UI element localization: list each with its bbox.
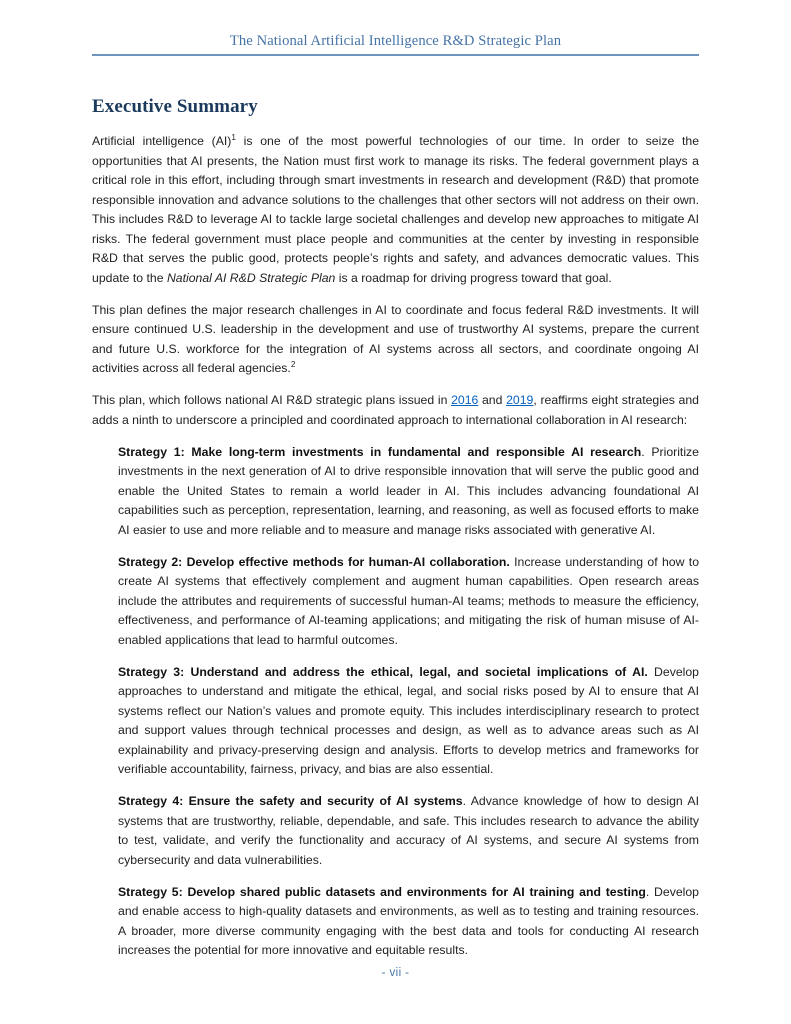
document-body	[92, 96, 699, 961]
strategy-label: Strategy 3	[118, 664, 181, 679]
paragraph-plan-scope	[92, 301, 699, 379]
strategy-description: Develop approaches to understand and mitigate the ethical, legal, and social risks posed by AI to ensure that AI systems reflect our Nation’s values and promote equity. This includes interdisciplinary research to protect and support values through technical processes and design, as well as to advance areas such as AI explainability and privacy-preserving design and analysis. Efforts to develop metrics and frameworks for verifiable accountability, fairness, privacy, and bias are also essential.	[118, 664, 699, 776]
paragraph-intro	[92, 132, 699, 288]
plan-title-italic: National AI R&D Strategic Plan	[166, 270, 336, 285]
strategy-block	[92, 883, 699, 961]
page-title: Executive Summary	[92, 96, 258, 117]
footnote-reference-1[interactable]: 1	[231, 132, 236, 142]
strategy-label: Strategy 5	[118, 884, 179, 899]
strategy-block	[92, 663, 699, 780]
page-footer	[92, 963, 699, 981]
strategy-headline: : Develop effective methods for human-AI collaboration.	[178, 554, 510, 569]
strategy-description: . Prioritize investments in the next generation of AI to drive responsible innovation that will serve the public good and enable the United States to remain a world leader in AI. This includes advancing foundational AI capabilities such as perception, representation, learning, and reasoning, as well as focused efforts to make AI easier to use and more reliable and to measure and manage risks associated with generative AI.	[118, 444, 699, 537]
paragraph-prior-plans	[92, 391, 699, 430]
paragraph-prior-plans-text-a: This plan, which follows national AI R&D strategic plans issued in	[92, 393, 452, 407]
page-header	[92, 33, 699, 56]
strategy-label: Strategy 2	[118, 554, 179, 569]
paragraph-intro-text-a: Artificial intelligence (AI)	[92, 134, 232, 148]
strategy-label: Strategy 4	[118, 794, 180, 808]
footnote-reference-2[interactable]: 2	[290, 359, 296, 369]
strategy-headline: : Develop shared public datasets and environments for AI training and testing	[178, 884, 646, 899]
paragraph-prior-plans-text-c: , reaffirms eight strategies and adds a ninth to underscore a principled and coordinated approach to international collaboration in AI research:	[92, 393, 699, 427]
paragraph-plan-scope-text: This plan defines the major research challenges in AI to coordinate and focus federal R&D investments. It will ensure continued U.S. leadership in the development and use of trustworthy AI systems, prepare the current and future U.S. workforce for the integration of AI systems across all sectors, and coordinate ongoing AI activities across all federal agencies.	[92, 302, 699, 375]
strategy-headline: : Understand and address the ethical, legal, and societal implications of AI.	[180, 664, 648, 679]
strategy-headline: : Make long-term investments in fundamental and responsible AI research	[180, 444, 642, 459]
header-divider-rule	[92, 54, 699, 56]
strategy-block	[92, 443, 699, 541]
paragraph-intro-text-b: is one of the most powerful technologies of our time. In order to seize the opportunities that AI presents, the Nation must first work to manage its risks. The federal government plays a critical role in this effort, including through smart investments in research and development (R&D) that promote responsible innovation and advance solutions to the challenges that other sectors will not address on their own. This includes R&D to leverage AI to tackle large societal challenges and develop new approaches to mitigate AI risks. The federal government must place people and communities at the center by investing in responsible R&D that serves the public good, protects people’s rights and safety, and advances democratic values. This update to the	[92, 134, 700, 285]
strategy-headline: : Ensure the safety and security of AI systems	[179, 794, 463, 808]
strategy-block	[92, 792, 699, 870]
link-plan-2016[interactable]: 2016	[451, 393, 479, 407]
strategy-description: Increase understanding of how to create AI systems that effectively complement and augment human capabilities. Open research areas include the attributes and requirements of successful human-AI teams; methods to measure the efficiency, effectiveness, and performance of AI-teaming applications; and mitigating the risk of human misuse of AI-enabled applications that lead to harmful outcomes.	[118, 554, 700, 647]
strategy-label: Strategy 1	[118, 444, 181, 459]
strategy-block	[92, 553, 699, 651]
strategy-description: . Advance knowledge of how to design AI systems that are trustworthy, reliable, dependable, and safe. This includes research to advance the ability to test, validate, and verify the functionality and accuracy of AI systems, and secure AI systems from cybersecurity and data vulnerabilities.	[118, 794, 700, 867]
strategy-description: . Develop and enable access to high-quality datasets and environments, as well as to testing and training resources. A broader, more diverse community engaging with the best data and tools for conducting AI research increases the potential for more innovative and equitable results.	[118, 884, 699, 957]
page-number: - vii -	[381, 967, 410, 979]
paragraph-intro-text-c: is a roadmap for driving progress toward that goal.	[335, 270, 612, 285]
link-plan-2019[interactable]: 2019	[506, 393, 534, 407]
running-header-title: The National Artificial Intelligence R&D Strategic Plan	[229, 33, 562, 49]
paragraph-prior-plans-text-b: and	[478, 393, 507, 407]
